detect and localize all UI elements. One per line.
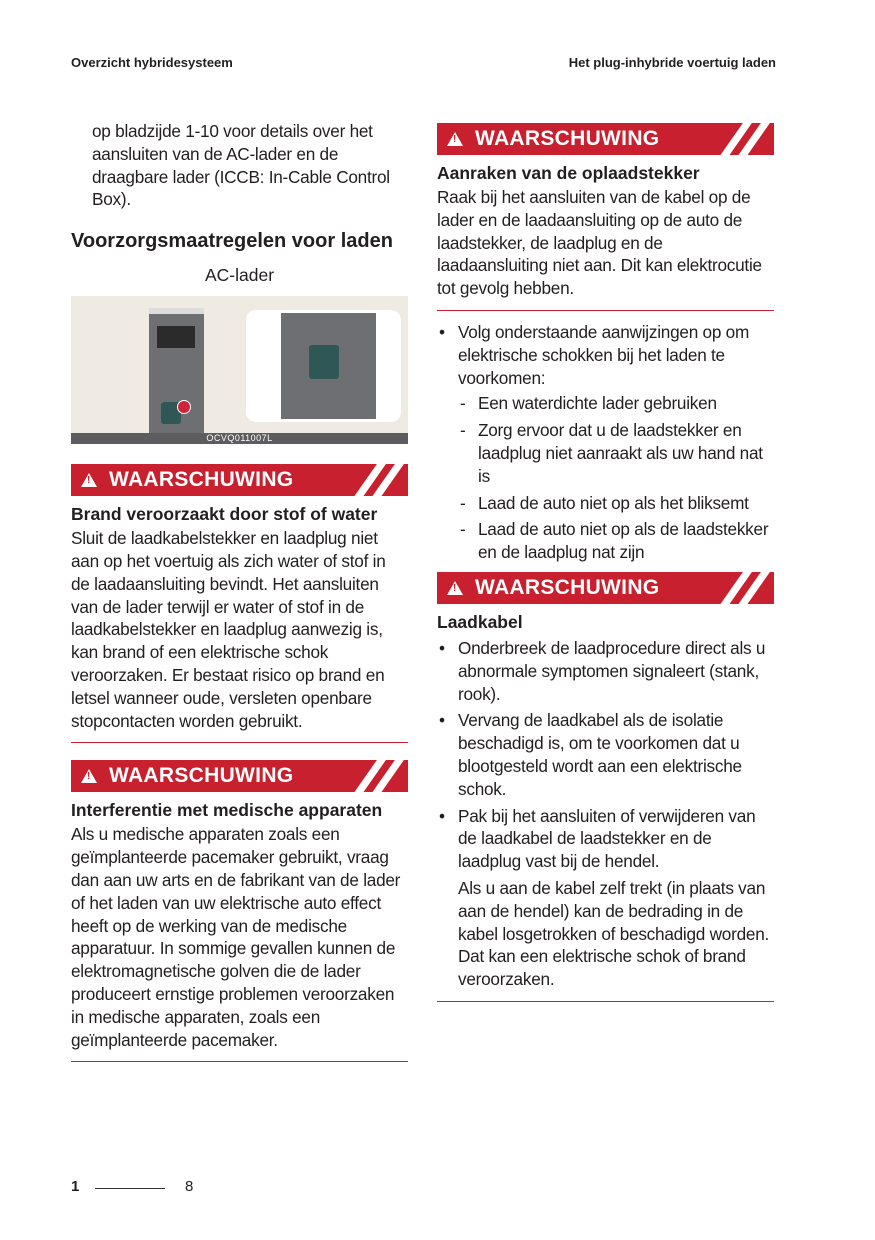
list-item-text: Pak bij het aansluiten of verwijderen van de laadkabel de laadstekker en de laadplug vast bij de hendel. [458, 805, 756, 872]
warning-label: WAARSCHUWING [109, 764, 294, 788]
warning-text: Als u medische apparaten zoals een geïmplanteerde pacemaker gebruikt, vraag dan aan uw arts en de fabrikant van de lader of het laden van uw elektrische auto effect heeft op de werking van de medische apparatuur. In sommige gevallen kunnen de elektromagnetische golven die de lader produceert ernstige problemen veroorzaken in medische apparaten, zoals een geïmplanteerde pacemaker. [71, 824, 401, 1050]
warning-text: Sluit de laadkabelstekker en laadplug niet aan op het voertuig als zich water of stof in de laadaansluiting bevindt. Het aansluiten van de lader terwijl er water of stof in de laadkabelstekker en laadplug aanwezig is, kan brand of een elektrische schok veroorzaken. Er bestaat risico op brand en letsel wanneer oude, versleten openbare stopcontacten worden gebruikt. [71, 528, 386, 731]
page-number: 8 [185, 1178, 194, 1195]
warning-banner [437, 123, 774, 155]
socket-detail-inset [246, 310, 401, 422]
ac-charger-illustration [71, 296, 408, 444]
divider [71, 1061, 408, 1062]
warning-title: Aanraken van de oplaadstekker [437, 163, 700, 183]
figure-caption: AC-lader [204, 265, 275, 286]
footer-divider [95, 1188, 165, 1189]
divider [437, 1001, 774, 1002]
list-item: - Een waterdichte lader gebruiken [458, 392, 774, 415]
warning-triangle-icon [447, 581, 463, 595]
warning-banner [437, 572, 774, 604]
warning-title: Interferentie met medische apparaten [71, 800, 383, 821]
warning-label: WAARSCHUWING [475, 127, 660, 150]
chapter-number: 1 [71, 1178, 80, 1195]
list-item: • Vervang de laadkabel als de isolatie beschadigd is, om te voorkomen dat u blootgesteld wordt aan een elektrische schok. [437, 709, 774, 800]
intro-text: op bladzijde 1-10 voor details over het aansluiten van de AC-lader en de draagbare lader (ICCB: In-Cable Control Box). [92, 121, 390, 210]
header-chapter-title: Het plug-inhybride voertuig laden [568, 55, 776, 70]
figure-code: OCVQ011007L [71, 433, 408, 444]
warning-title: Laadkabel [437, 611, 523, 632]
warning-banner [71, 760, 408, 792]
section-heading: Voorzorgsmaatregelen voor laden [71, 230, 393, 253]
divider [437, 310, 774, 311]
warning-triangle-icon [447, 132, 463, 146]
list-item-text: Volg onderstaande aanwijzingen op om elektrische schokken bij het laden te voorkomen: [458, 321, 750, 388]
left-column [71, 120, 408, 1062]
divider [71, 742, 408, 743]
warning-text: Raak bij het aansluiten van de kabel op de lader en de laadaansluiting op de auto de laadstekker, de laadplug en de laadaansluiting niet aan. Dit kan elektrocutie tot gevolg hebben. [437, 187, 762, 299]
socket-marker-icon [177, 400, 191, 414]
list-item-extra: Als u aan de kabel zelf trekt (in plaats van aan de hendel) kan de bedrading in de kabel losgetrokken of beschadigd worden. Dat kan een elektrische schok of brand veroorzaken. [458, 877, 770, 990]
list-item: - Laad de auto niet op als het bliksemt [458, 492, 774, 515]
bullet-list [437, 321, 774, 564]
warning-banner [71, 464, 408, 496]
list-item [437, 805, 774, 991]
warning-title: Brand veroorzaakt door stof of water [71, 504, 378, 525]
list-item: - Zorg ervoor dat u de laadstekker en laadplug niet aanraakt als uw hand nat is [458, 419, 774, 487]
warning-triangle-icon [81, 473, 97, 487]
header-section: Overzicht hybridesysteem [71, 55, 233, 70]
list-item: • Onderbreek de laadprocedure direct als u abnormale symptomen signaleert (stank, rook). [437, 637, 774, 705]
charger-kiosk [149, 308, 204, 439]
warning-label: WAARSCHUWING [475, 575, 660, 599]
right-column [437, 103, 774, 1002]
bullet-list [437, 637, 774, 991]
list-item: - Laad de auto niet op als de laadstekker en de laadplug nat zijn [458, 518, 774, 564]
list-item [437, 321, 774, 564]
warning-triangle-icon [81, 769, 97, 783]
warning-label: WAARSCHUWING [109, 468, 294, 492]
